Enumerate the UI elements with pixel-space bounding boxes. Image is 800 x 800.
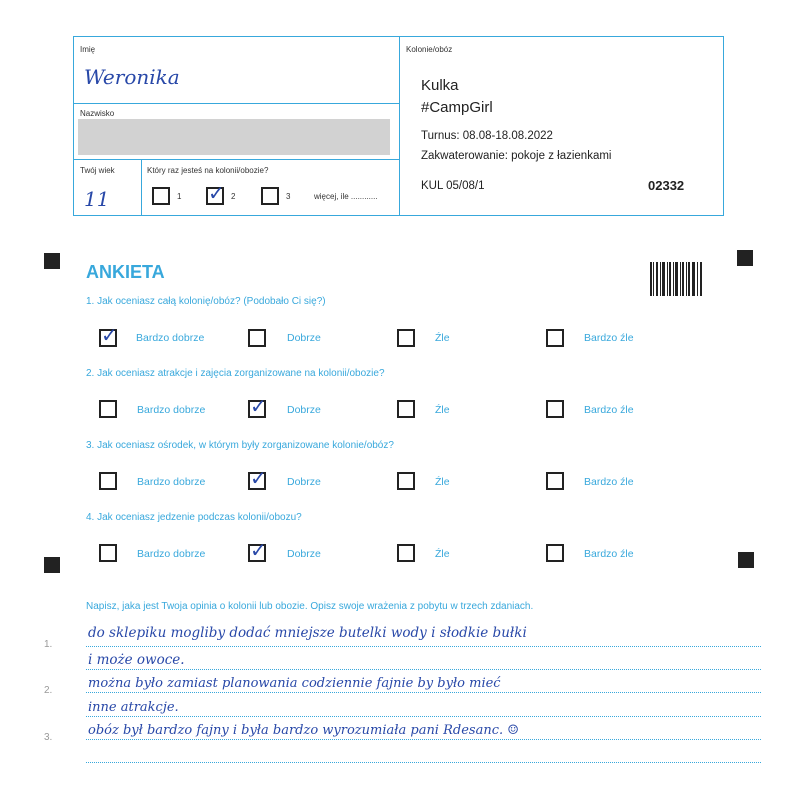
checkmark-icon: ✓ [208,181,225,205]
q1-checkbox-bardzo-zle[interactable] [546,329,564,347]
registration-marker [44,557,60,573]
times-option-1: 1 [177,192,182,201]
times-checkbox-1[interactable] [152,187,170,205]
turnus: Turnus: 08.08-18.08.2022 [421,130,553,142]
q3-checkbox-bardzo-zle[interactable] [546,472,564,490]
q4-checkbox-bardzo-dobrze[interactable] [99,544,117,562]
camp-name: Kulka [421,77,459,94]
times-more-label: więcej, ile ............ [314,192,378,201]
q2-label-dobrze: Dobrze [287,404,321,416]
personal-info-box [73,36,400,216]
q1-checkbox-bardzo-dobrze[interactable] [99,323,118,347]
registration-marker [737,250,753,266]
writing-line [86,646,761,647]
q2-checkbox-zle[interactable] [397,400,415,418]
q3-label-bardzo-zle: Bardzo źle [584,476,634,488]
line-number-3: 3. [44,732,53,743]
form-number: 02332 [648,178,685,193]
registration-marker [738,552,754,568]
name-label: Imię [80,45,96,54]
q4-checkbox-zle[interactable] [397,544,415,562]
camp-label: Kolonie/obóz [406,45,453,54]
q4-checkbox-dobrze[interactable] [248,538,267,562]
q4-label-bardzo-zle: Bardzo źle [584,548,634,560]
divider [141,159,142,216]
q1-label-zle: Źle [435,332,450,344]
writing-line [86,692,761,693]
opinion-prompt: Napisz, jaka jest Twoja opinia o kolonii lub obozie. Opisz swoje wrażenia z pobytu w trzech zdaniach. [86,601,534,612]
q4-label-bardzo-dobrze: Bardzo dobrze [137,548,206,560]
q1-checkbox-dobrze[interactable] [248,329,266,347]
registration-marker [44,253,60,269]
q1-label-bardzo-zle: Bardzo źle [584,332,634,344]
camp-tag: #CampGirl [421,99,493,116]
q2-checkbox-bardzo-dobrze[interactable] [99,400,117,418]
q2-label-bardzo-dobrze: Bardzo dobrze [137,404,206,416]
checkmark-icon: ✓ [101,323,118,347]
handwritten-line-2[interactable]: i może owoce. [88,652,185,668]
q1-label-dobrze: Dobrze [287,332,321,344]
times-option-3: 3 [286,192,291,201]
checkmark-icon: ✓ [250,394,267,418]
q4-label-dobrze: Dobrze [287,548,321,560]
writing-line [86,716,761,717]
age-value[interactable]: 11 [84,187,110,211]
times-checkbox-3[interactable] [261,187,279,205]
handwritten-line-5[interactable]: obóz był bardzo fajny i była bardzo wyrozumiała pani Rdesanc. ☺ [88,723,519,738]
surname-redacted[interactable] [78,119,390,155]
writing-line [86,762,761,763]
divider [74,103,399,104]
q3-checkbox-bardzo-dobrze[interactable] [99,472,117,490]
line-number-2: 2. [44,685,53,696]
q4-checkbox-bardzo-zle[interactable] [546,544,564,562]
line-number-1: 1. [44,639,53,650]
q1-label-bardzo-dobrze: Bardzo dobrze [136,332,205,344]
handwritten-line-3[interactable]: można było zamiast planowania codziennie fajnie by było mieć [88,676,501,691]
q3-label-dobrze: Dobrze [287,476,321,488]
writing-line [86,669,761,670]
q2-checkbox-dobrze[interactable] [248,394,267,418]
times-label: Który raz jesteś na kolonii/obozie? [147,166,269,175]
camp-code: KUL 05/08/1 [421,180,485,192]
surname-label: Nazwisko [80,109,115,118]
question-3: 3. Jak oceniasz ośrodek, w którym były zorganizowane kolonie/obóz? [86,440,394,451]
divider [74,159,399,160]
times-checkbox-2[interactable] [206,181,225,205]
checkmark-icon: ✓ [250,538,267,562]
handwritten-line-4[interactable]: inne atrakcje. [88,700,179,715]
times-option-2: 2 [231,192,236,201]
handwritten-line-1[interactable]: do sklepiku mogliby dodać mniejsze butelki wody i słodkie bułki [88,625,527,641]
survey-title: ANKIETA [86,262,165,282]
q3-checkbox-dobrze[interactable] [248,466,267,490]
q3-label-bardzo-dobrze: Bardzo dobrze [137,476,206,488]
q2-label-zle: Źle [435,404,450,416]
q2-checkbox-bardzo-zle[interactable] [546,400,564,418]
checkmark-icon: ✓ [250,466,267,490]
q1-checkbox-zle[interactable] [397,329,415,347]
accommodation: Zakwaterowanie: pokoje z łazienkami [421,150,612,162]
writing-line [86,739,761,740]
q3-label-zle: Źle [435,476,450,488]
q3-checkbox-zle[interactable] [397,472,415,490]
question-4: 4. Jak oceniasz jedzenie podczas kolonii/obozu? [86,512,302,523]
barcode-icon [650,262,702,296]
question-2: 2. Jak oceniasz atrakcje i zajęcia zorganizowane na kolonii/obozie? [86,368,385,379]
q2-label-bardzo-zle: Bardzo źle [584,404,634,416]
q4-label-zle: Źle [435,548,450,560]
camp-info-box [400,36,724,216]
name-value[interactable]: Weronika [84,65,180,89]
age-label: Twój wiek [80,166,115,175]
question-1: 1. Jak oceniasz całą kolonię/obóz? (Podobało Ci się?) [86,296,326,307]
